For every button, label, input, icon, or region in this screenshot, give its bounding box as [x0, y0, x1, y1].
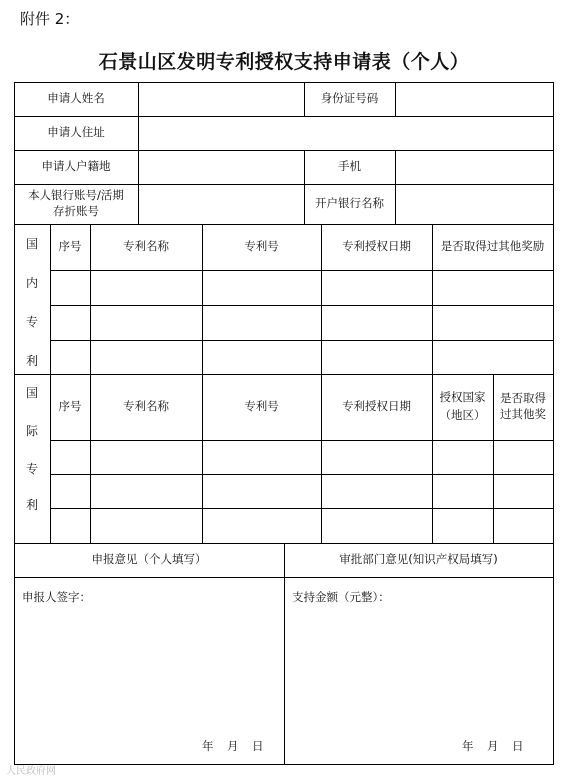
intl-col-country: 授权国家（地区）	[439, 390, 486, 422]
bank-account-label: 本人银行账号/活期存折账号	[28, 188, 124, 218]
form-title: 石景山区发明专利授权支持申请表（个人）	[98, 51, 470, 73]
domestic-side-char: 国	[25, 237, 38, 251]
intl-col-serial: 序号	[58, 399, 82, 414]
domestic-side-char: 利	[25, 354, 38, 368]
applicant-name-field[interactable]	[138, 82, 304, 116]
signature-label: 申报人签字：	[22, 590, 91, 604]
approval-opinion-field[interactable]	[285, 606, 552, 731]
international-side-char: 国	[25, 386, 38, 400]
international-side-char: 利	[25, 498, 38, 512]
applicant-opinion-field[interactable]	[15, 606, 283, 731]
approval-opinion-header: 审批部门意见(知识产权局填写)	[339, 552, 498, 567]
approval-date: 年 月 日	[462, 739, 525, 753]
domestic-col-awards: 是否取得过其他奖励	[440, 239, 545, 254]
domestic-side-char: 专	[25, 315, 38, 329]
applicant-name-label: 申请人姓名	[47, 91, 105, 106]
international-side-char: 际	[25, 424, 38, 438]
bank-account-field[interactable]	[138, 184, 304, 224]
household-field[interactable]	[138, 150, 304, 184]
domestic-side-char: 内	[25, 276, 38, 290]
id-number-field[interactable]	[395, 82, 553, 116]
id-number-label: 身份证号码	[320, 91, 379, 106]
applicant-opinion-header: 申报意见（个人填写）	[91, 552, 207, 567]
applicant-address-label: 申请人住址	[47, 125, 105, 140]
phone-field[interactable]	[395, 150, 553, 184]
bank-name-field[interactable]	[395, 184, 553, 224]
domestic-col-date: 专利授权日期	[342, 239, 411, 254]
applicant-date: 年 月 日	[202, 739, 265, 753]
household-label: 申请人户籍地	[41, 159, 111, 174]
phone-label: 手机	[338, 159, 361, 174]
intl-col-date: 专利授权日期	[342, 399, 411, 414]
applicant-address-field[interactable]	[138, 116, 553, 150]
support-amount-label: 支持金额（元整）：	[292, 590, 390, 604]
international-side-char: 专	[25, 462, 38, 476]
domestic-col-name: 专利名称	[123, 239, 169, 254]
bank-name-label: 开户银行名称	[315, 196, 384, 211]
attachment-label: 附件 2：	[20, 10, 80, 28]
domestic-col-serial: 序号	[58, 239, 82, 254]
watermark: 人民政府网	[6, 766, 56, 777]
domestic-col-number: 专利号	[244, 239, 279, 254]
intl-col-number: 专利号	[244, 399, 279, 414]
intl-col-awards: 是否取得过其他奖	[500, 391, 546, 421]
intl-col-name: 专利名称	[123, 399, 169, 414]
